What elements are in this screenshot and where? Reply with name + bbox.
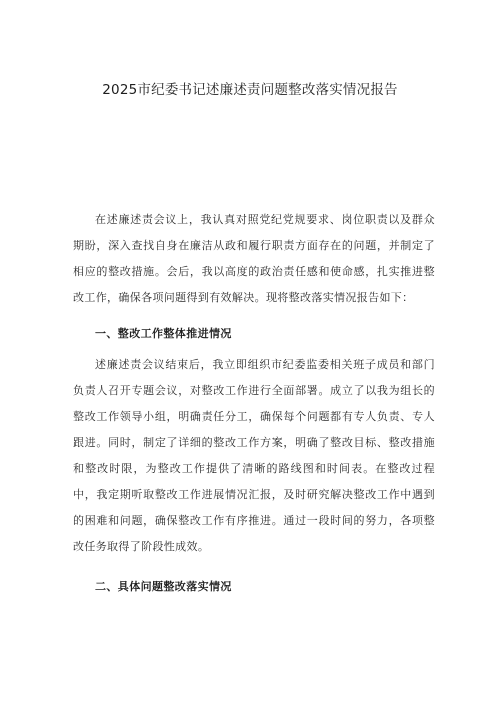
section-heading-2: 二、具体问题整改落实情况 [95,580,232,593]
section-heading-1: 一、整改工作整体推进情况 [95,327,232,340]
intro-paragraph: 在述廉述责会议上，我认真对照党纪党规要求、岗位职责以及群众期盼，深入查找自身在廉洁从政和履行职责方面存在的问题，并制定了相应的整改措施。会后，我以高度的政治责任感和使命感，扎实推进整改工作，确保各项问题得到有效解决。现将整改落实情况报告如下： [73,213,435,304]
document-title: 2025市纪委书记述廉述责问题整改落实情况报告 [102,82,398,98]
section-1-paragraph: 述廉述责会议结束后，我立即组织市纪委监委相关班子成员和部门负责人召开专题会议，对整改工作进行全面部署。成立了以我为组长的整改工作领导小组，明确责任分工，确保每个问题都有专人负责、专人跟进。同时，制定了详细的整改工作方案，明确了整改目标、整改措施和整改时限，为整改工作提供了清晰的路线图和时间表。在整改过程中，我定期听取整改工作进展情况汇报，及时研究解决整改工作中遇到的困难和问题，确保整改工作有序推进。通过一段时间的努力，各项整改任务取得了阶段性成效。 [73,358,435,553]
